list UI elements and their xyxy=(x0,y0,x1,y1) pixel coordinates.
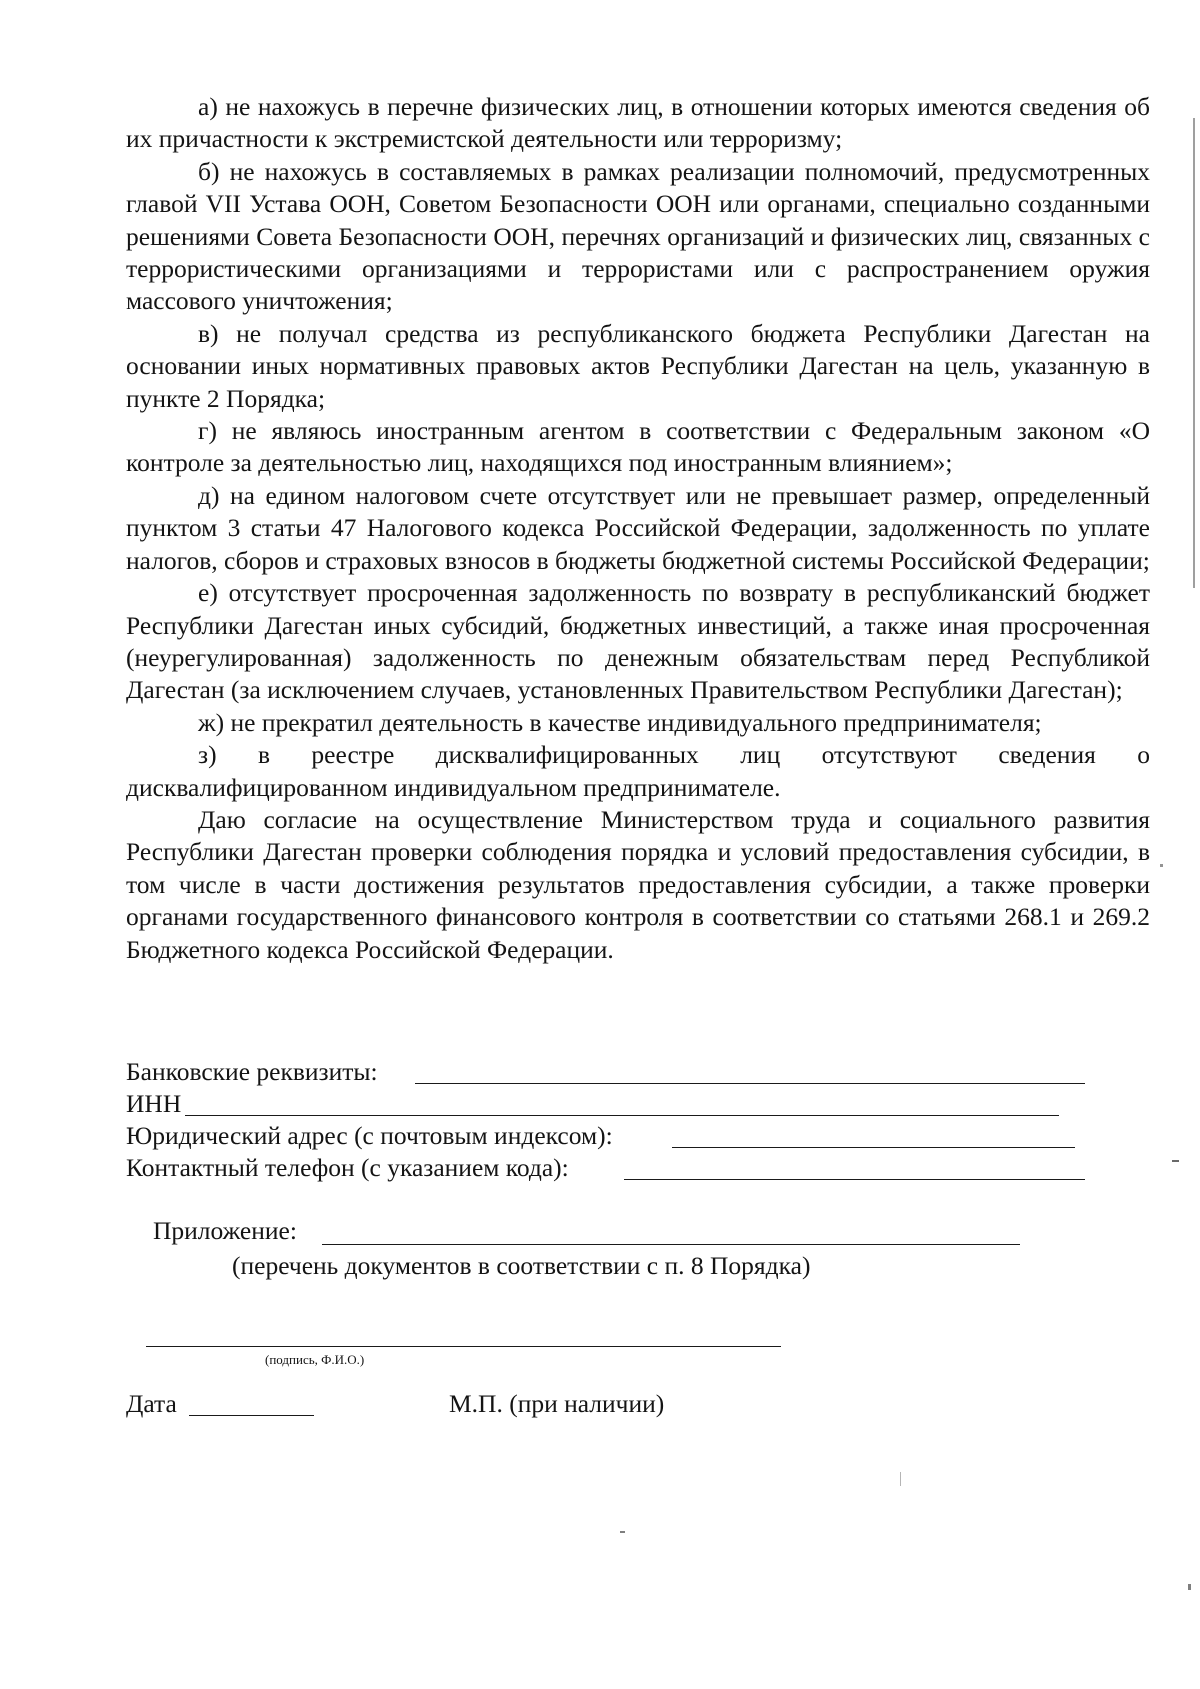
signature-line[interactable] xyxy=(146,1346,781,1347)
attachment-line[interactable] xyxy=(322,1244,1020,1245)
scan-speck xyxy=(620,1531,625,1533)
inn-label: ИНН xyxy=(126,1089,182,1118)
attachment-label: Приложение: xyxy=(153,1216,297,1245)
item-e: е) отсутствует просроченная задолженность по возврату в республиканский бюджет Республики Дагестан иных субсидий, бюджетных инвестиций, а также иная просроченная (неурегулированная) задолженность по денежным обязательствам перед Республикой Дагестан (за исключением случаев, установленных Правительством Республики Дагестан); xyxy=(126,578,1150,705)
scan-speck xyxy=(1160,864,1163,867)
declaration-text xyxy=(126,91,1150,966)
item-g: г) не являюсь иностранным агентом в соответствии с Федеральным законом «О контроле за деятельностью лиц, находящихся под иностранным влиянием»; xyxy=(126,416,1150,478)
item-zh: ж) не прекратил деятельность в качестве индивидуального предпринимателя; xyxy=(198,707,1042,737)
bank-details-line[interactable] xyxy=(415,1083,1085,1084)
scan-speck xyxy=(1172,1160,1179,1162)
item-v: в) не получал средства из республиканского бюджета Республики Дагестан на основании иных нормативных правовых актов Республики Дагестан на цель, указанную в пункте 2 Порядка; xyxy=(126,318,1150,413)
bank-details-label: Банковские реквизиты: xyxy=(126,1057,378,1086)
item-z: з) в реестре дисквалифицированных лиц отсутствуют сведения о дисквалифицированном индивидуальном предпринимателе. xyxy=(126,740,1150,802)
date-label: Дата xyxy=(126,1389,177,1418)
scan-edge-mark xyxy=(1193,118,1195,588)
legal-address-line[interactable] xyxy=(672,1147,1075,1148)
scan-speck xyxy=(900,1472,901,1486)
inn-line[interactable] xyxy=(185,1115,1059,1116)
scan-speck xyxy=(1188,1584,1191,1590)
stamp-label: М.П. (при наличии) xyxy=(449,1389,665,1418)
attachment-note: (перечень документов в соответствии с п. 8 Порядка) xyxy=(232,1251,811,1280)
consent-paragraph: Даю согласие на осуществление Министерством труда и социального развития Республики Дагестан проверки соблюдения порядка и условий предоставления субсидии, в том числе в части достижения результатов предоставления субсидии, а также проверки органами государственного финансового контроля в соответствии со статьями 268.1 и 269.2 Бюджетного кодекса Российской Федерации. xyxy=(126,804,1150,964)
item-b: б) не нахожусь в составляемых в рамках реализации полномочий, предусмотренных главой VII Устава ООН, Советом Безопасности ООН или органами, специально созданными решениями Совета Безопасности ООН, перечнях организаций и физических лиц, связанных с террористическими организациями и террористами или с распространением оружия массового уничтожения; xyxy=(126,156,1150,316)
phone-line[interactable] xyxy=(624,1179,1085,1180)
date-line[interactable] xyxy=(189,1415,314,1416)
legal-address-label: Юридический адрес (с почтовым индексом): xyxy=(126,1121,613,1150)
phone-label: Контактный телефон (с указанием кода): xyxy=(126,1153,569,1182)
item-d: д) на едином налоговом счете отсутствует или не превышает размер, определенный пунктом 3 статьи 47 Налогового кодекса Российской Федерации, задолженность по уплате налогов, сборов и страховых взносов в бюджеты бюджетной системы Российской Федерации; xyxy=(126,480,1150,575)
item-a: а) не нахожусь в перечне физических лиц, в отношении которых имеются сведения об их причастности к экстремистской деятельности или терроризму; xyxy=(126,92,1150,154)
signature-caption: (подпись, Ф.И.О.) xyxy=(265,1352,365,1367)
